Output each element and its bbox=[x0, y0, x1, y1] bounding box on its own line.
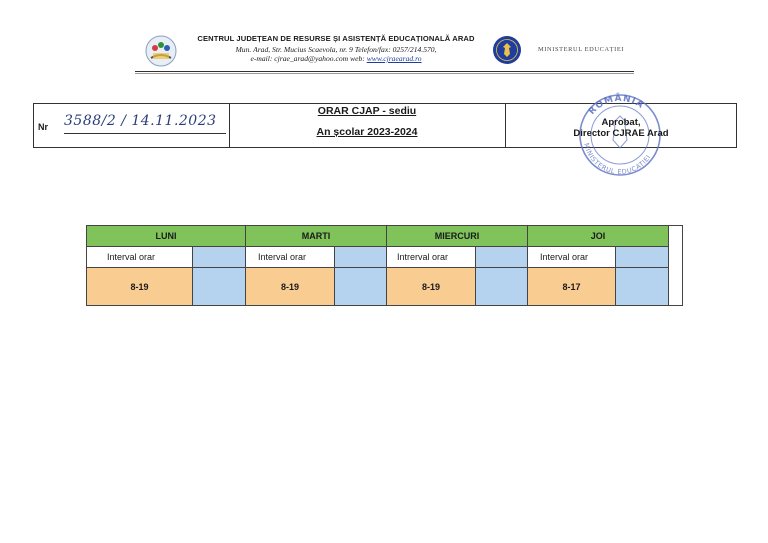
institution-name: CENTRUL JUDEȚEAN DE RESURSE ȘI ASISTENȚĂ EDUCAȚIONALĂ ARAD bbox=[197, 34, 475, 43]
day-header-luni: LUNI bbox=[87, 226, 246, 247]
interval-value-joi: 8-17 bbox=[528, 268, 616, 305]
registration-label: Nr bbox=[38, 122, 49, 132]
empty-cell bbox=[335, 247, 387, 268]
empty-cell bbox=[193, 268, 246, 305]
page-title: ORAR CJAP - sediu bbox=[317, 105, 417, 117]
schedule-table bbox=[86, 225, 683, 306]
empty-cell bbox=[476, 268, 528, 305]
registration-number: 3588/2 / 14.11.2023 bbox=[64, 113, 217, 129]
cjrae-logo bbox=[144, 34, 178, 68]
interval-value-marti: 8-19 bbox=[246, 268, 335, 305]
interval-label-joi: Interval orar bbox=[528, 247, 616, 268]
interval-label-miercuri: Intrerval orar bbox=[387, 247, 476, 268]
approval-label: Aprobat, bbox=[601, 117, 641, 128]
website-link[interactable]: www.cjraearad.ro bbox=[366, 54, 422, 63]
day-header-joi: JOI bbox=[528, 226, 669, 247]
institution-address: Mun. Arad, Str. Mucius Scaevola, nr. 9 Telefon/fax: 0257/214.570, bbox=[235, 45, 437, 54]
table-edge-column bbox=[669, 226, 682, 305]
interval-value-miercuri: 8-19 bbox=[387, 268, 476, 305]
registration-underline bbox=[64, 133, 226, 134]
empty-cell bbox=[616, 268, 669, 305]
interval-label-luni: Interval orar bbox=[87, 247, 193, 268]
government-logo bbox=[492, 35, 522, 65]
interval-label-marti: Interval orar bbox=[246, 247, 335, 268]
day-header-marti: MARTI bbox=[246, 226, 387, 247]
empty-cell bbox=[335, 268, 387, 305]
stamp-top-text: ROMÂNIA bbox=[587, 93, 646, 117]
svg-text:MINISTERUL EDUCAȚIEI bbox=[582, 142, 652, 176]
ministry-name: MINISTERUL EDUCAȚIEI bbox=[538, 46, 625, 53]
empty-cell bbox=[476, 247, 528, 268]
header-rule-thin bbox=[135, 73, 634, 74]
institution-contact bbox=[186, 54, 486, 63]
day-header-miercuri: MIERCURI bbox=[387, 226, 528, 247]
svg-text:ROMÂNIA bbox=[587, 92, 645, 117]
stamp-bottom-text: MINISTERUL EDUCAȚIEI bbox=[582, 142, 653, 177]
header-rule bbox=[135, 71, 634, 72]
empty-cell bbox=[616, 247, 669, 268]
email-line: e-mail: cjrae_arad@yahoo.com web: bbox=[250, 54, 365, 63]
approver-title: Director CJRAE Arad bbox=[573, 128, 669, 139]
empty-cell bbox=[193, 247, 246, 268]
interval-value-luni: 8-19 bbox=[87, 268, 193, 305]
school-year: An școlar 2023-2024 bbox=[316, 126, 418, 138]
